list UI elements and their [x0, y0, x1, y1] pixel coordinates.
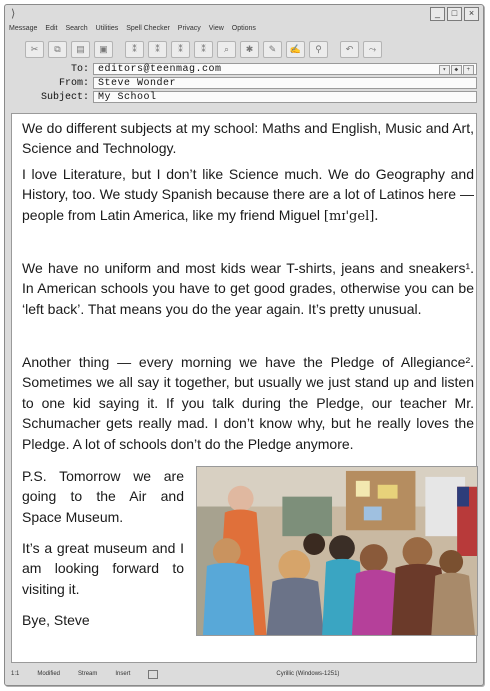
menu-search[interactable]: Search [65, 25, 88, 32]
dropdown-arrow-icon[interactable]: ▾ [439, 65, 450, 75]
message-body[interactable] [11, 113, 477, 663]
body-paragraph: We do different subjects at my school: Maths and English, Music and Art, Science and Technology. [22, 120, 474, 157]
body-paragraph: We have no uniform and most kids wear T-shirts, jeans and sneakers¹. In American schools you have to get good grades, otherwise you can be ‘left back’. That means you do the year again. It’s pretty unusual. [22, 260, 474, 317]
subject-label: Subject: [40, 92, 89, 103]
find-icon[interactable]: ⌕ [217, 41, 236, 58]
message-header [11, 63, 477, 105]
to-value: editors@teenmag.com [98, 64, 222, 75]
menu-message[interactable]: Message [9, 25, 38, 32]
museum-text: It’s a great museum and I am looking forward to visiting it. [22, 540, 184, 597]
format-icon[interactable]: ⁑ [148, 41, 167, 58]
subject-field[interactable]: My School [93, 91, 477, 103]
to-field[interactable] [93, 63, 477, 75]
send-icon[interactable]: ⤳ [363, 41, 382, 58]
app-icon: ⟩ [11, 8, 16, 20]
modified-status: Modified [37, 671, 61, 677]
recipient-add-icon[interactable]: + [463, 65, 474, 75]
body-paragraph: Another thing — every morning we have the Pledge of Allegiance². Sometimes we all say it together, but usually we just stand up and listen to one kid saying it. If you talk during the Pledge, our teacher Mr. Schumacher gets really mad. I don’t know why, but he really loves the Pledge. A lot of schools don’t do the Pledge anymore. [22, 354, 474, 452]
to-label: To: [70, 64, 89, 75]
paste-icon[interactable]: ▤ [71, 41, 90, 58]
attach-icon[interactable]: ⚲ [309, 41, 328, 58]
insert-status: Insert [115, 671, 131, 677]
menu-view[interactable]: View [208, 25, 224, 32]
classroom-photo [196, 466, 478, 636]
insert-icon[interactable]: ✎ [263, 41, 282, 58]
cut-icon[interactable]: ✂ [25, 41, 44, 58]
status-indicator-icon [148, 670, 158, 679]
title-bar [5, 5, 483, 23]
spell-icon[interactable]: ✱ [240, 41, 259, 58]
menu-edit[interactable]: Edit [45, 25, 58, 32]
maximize-button[interactable]: □ [447, 7, 462, 21]
mail-window [4, 4, 484, 686]
format-icon[interactable]: ⁑ [171, 41, 190, 58]
menu-bar [9, 25, 256, 32]
save-icon[interactable]: ▣ [94, 41, 113, 58]
toolbar [25, 41, 382, 58]
menu-options[interactable]: Options [231, 25, 256, 32]
encoding-status[interactable]: Cyrillic (Windows-1251) [276, 671, 340, 677]
menu-utilities[interactable]: Utilities [95, 25, 119, 32]
minimize-button[interactable]: _ [430, 7, 445, 21]
menu-spell-checker[interactable]: Spell Checker [126, 25, 170, 32]
address-book-icon[interactable]: ◆ [451, 65, 462, 75]
close-button[interactable]: × [464, 7, 479, 21]
body-text: I love Literature, but I don’t like Science much. We do Geography and History, too. We study Spanish because there are a lot of Latinos here — people from Latin America, like my friend Miguel [22, 166, 474, 223]
undo-icon[interactable]: ↶ [340, 41, 359, 58]
from-label: From: [58, 78, 89, 89]
status-bar [11, 668, 477, 680]
from-field[interactable]: Steve Wonder [93, 77, 477, 89]
format-icon[interactable]: ⁑ [125, 41, 144, 58]
stream-status: Stream [78, 671, 98, 677]
menu-privacy[interactable]: Privacy [177, 25, 201, 32]
copy-icon[interactable]: ⧉ [48, 41, 67, 58]
cursor-position: 1:1 [11, 671, 20, 677]
signoff-text: Bye, Steve [22, 612, 90, 628]
signature-icon[interactable]: ✍ [286, 41, 305, 58]
format-icon[interactable]: ⁑ [194, 41, 213, 58]
body-paragraph [22, 164, 474, 227]
transcription: [mɪ'gel]. [323, 208, 379, 224]
postscript-text: P.S. Tomorrow we are going to the Air and Space Museum. [22, 468, 184, 525]
